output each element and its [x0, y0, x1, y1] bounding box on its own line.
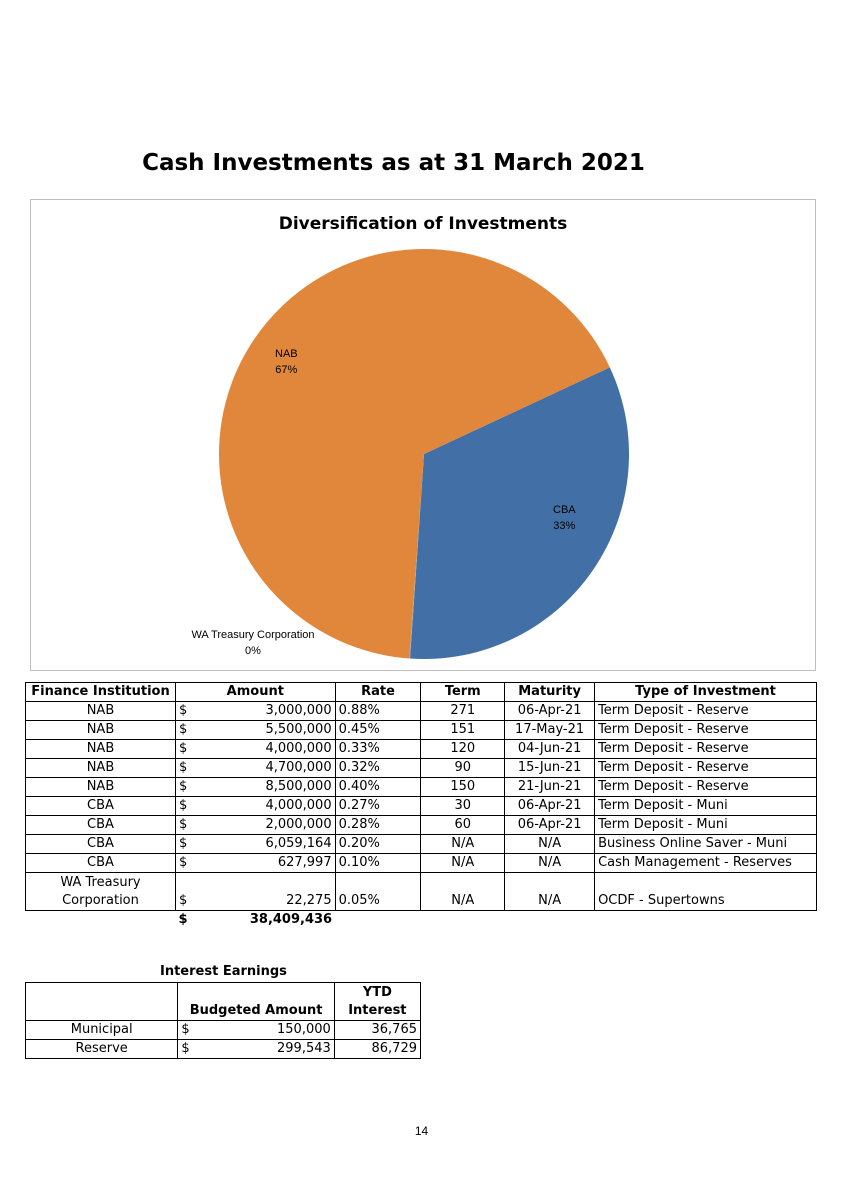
maturity-cell: 04-Jun-21 — [505, 740, 595, 759]
table-row — [26, 740, 817, 759]
page-number: 14 — [414, 1124, 429, 1138]
rate-cell: 0.33% — [335, 740, 421, 759]
rate-cell: 0.40% — [335, 778, 421, 797]
interest-earnings-table — [25, 982, 421, 1059]
table-header-row — [26, 683, 817, 702]
type-cell: Term Deposit - Muni — [595, 797, 817, 816]
amount-cell: $ 4,700,000 — [175, 759, 335, 778]
type-cell: Business Online Saver - Muni — [595, 835, 817, 854]
interest-header-budgeted: Budgeted Amount — [178, 983, 334, 1021]
interest-header-ytd: YTD Interest — [334, 983, 420, 1021]
amount-cell: $ 8,500,000 — [175, 778, 335, 797]
term-cell: 150 — [421, 778, 505, 797]
amount-cell: $ 627,997 — [175, 854, 335, 873]
amount-cell: $ 4,000,000 — [175, 740, 335, 759]
type-cell: Term Deposit - Reserve — [595, 740, 817, 759]
interest-row — [26, 1040, 421, 1059]
term-cell: N/A — [421, 854, 505, 873]
table-row — [26, 721, 817, 740]
interest-label-cell: Reserve — [26, 1040, 178, 1059]
term-cell: 151 — [421, 721, 505, 740]
institution-cell: NAB — [26, 778, 176, 797]
institution-cell: CBA — [26, 797, 176, 816]
amount-cell: $ 3,000,000 — [175, 702, 335, 721]
type-cell: Cash Management - Reserves — [595, 854, 817, 873]
page-title: Cash Investments as at 31 March 2021 — [142, 150, 645, 176]
amount-cell: $ 4,000,000 — [175, 797, 335, 816]
total-amount-cell: $ 38,409,436 — [178, 912, 333, 927]
table-row — [26, 854, 817, 873]
table-row — [26, 778, 817, 797]
institution-cell: CBA — [26, 835, 176, 854]
investments-table — [25, 682, 817, 929]
type-cell: Term Deposit - Muni — [595, 816, 817, 835]
table-row — [26, 797, 817, 816]
term-cell: 60 — [421, 816, 505, 835]
header-term: Term — [421, 683, 505, 702]
amount-cell: $ 5,500,000 — [175, 721, 335, 740]
interest-header-blank — [26, 983, 178, 1021]
institution-cell: NAB — [26, 702, 176, 721]
table-row-last — [26, 873, 817, 911]
interest-ytd-cell: 86,729 — [334, 1040, 420, 1059]
pie-label-cba: CBA 33% — [553, 504, 576, 532]
amount-cell: $ 2,000,000 — [175, 816, 335, 835]
institution-cell: NAB — [26, 740, 176, 759]
maturity-cell: N/A — [505, 854, 595, 873]
type-cell: Term Deposit - Reserve — [595, 778, 817, 797]
term-cell: N/A — [421, 835, 505, 854]
type-cell: OCDF - Supertowns — [595, 873, 817, 911]
maturity-cell: 06-Apr-21 — [505, 816, 595, 835]
rate-cell: 0.45% — [335, 721, 421, 740]
header-amount: Amount — [175, 683, 335, 702]
interest-ytd-cell: 36,765 — [334, 1021, 420, 1040]
maturity-cell: 15-Jun-21 — [505, 759, 595, 778]
maturity-cell: 21-Jun-21 — [505, 778, 595, 797]
term-cell: N/A — [421, 873, 505, 911]
table-row — [26, 702, 817, 721]
amount-cell: $ 22,275 — [175, 873, 335, 911]
type-cell: Term Deposit - Reserve — [595, 702, 817, 721]
header-maturity: Maturity — [505, 683, 595, 702]
header-rate: Rate — [335, 683, 421, 702]
table-row — [26, 835, 817, 854]
pie-label-nab: NAB 67% — [275, 348, 298, 376]
maturity-cell: 06-Apr-21 — [505, 702, 595, 721]
type-cell: Term Deposit - Reserve — [595, 759, 817, 778]
amount-cell: $ 6,059,164 — [175, 835, 335, 854]
term-cell: 120 — [421, 740, 505, 759]
interest-earnings-title: Interest Earnings — [160, 964, 287, 979]
type-cell: Term Deposit - Reserve — [595, 721, 817, 740]
institution-cell: CBA — [26, 816, 176, 835]
rate-cell: 0.27% — [335, 797, 421, 816]
pie-label-wa-treasury: WA Treasury Corporation 0% — [191, 629, 315, 657]
header-type: Type of Investment — [595, 683, 817, 702]
institution-cell: CBA — [26, 854, 176, 873]
rate-cell: 0.05% — [335, 873, 421, 911]
maturity-cell: 06-Apr-21 — [505, 797, 595, 816]
institution-cell: NAB — [26, 721, 176, 740]
maturity-cell: N/A — [505, 873, 595, 911]
maturity-cell: 17-May-21 — [505, 721, 595, 740]
maturity-cell: N/A — [505, 835, 595, 854]
interest-label-cell: Municipal — [26, 1021, 178, 1040]
interest-header-row — [26, 983, 421, 1021]
rate-cell: 0.32% — [335, 759, 421, 778]
term-cell: 90 — [421, 759, 505, 778]
chart-title: Diversification of Investments — [278, 214, 568, 234]
rate-cell: 0.88% — [335, 702, 421, 721]
pie-svg — [31, 200, 817, 672]
interest-budgeted-cell: $ 299,543 — [178, 1040, 334, 1059]
table-row — [26, 759, 817, 778]
rate-cell: 0.28% — [335, 816, 421, 835]
table-row — [26, 816, 817, 835]
header-institution: Finance Institution — [26, 683, 176, 702]
pie-chart — [30, 199, 816, 671]
rate-cell: 0.10% — [335, 854, 421, 873]
term-cell: 30 — [421, 797, 505, 816]
total-row — [26, 911, 817, 930]
rate-cell: 0.20% — [335, 835, 421, 854]
interest-row — [26, 1021, 421, 1040]
term-cell: 271 — [421, 702, 505, 721]
institution-cell: NAB — [26, 759, 176, 778]
institution-cell: WA Treasury Corporation — [26, 873, 176, 911]
interest-budgeted-cell: $ 150,000 — [178, 1021, 334, 1040]
